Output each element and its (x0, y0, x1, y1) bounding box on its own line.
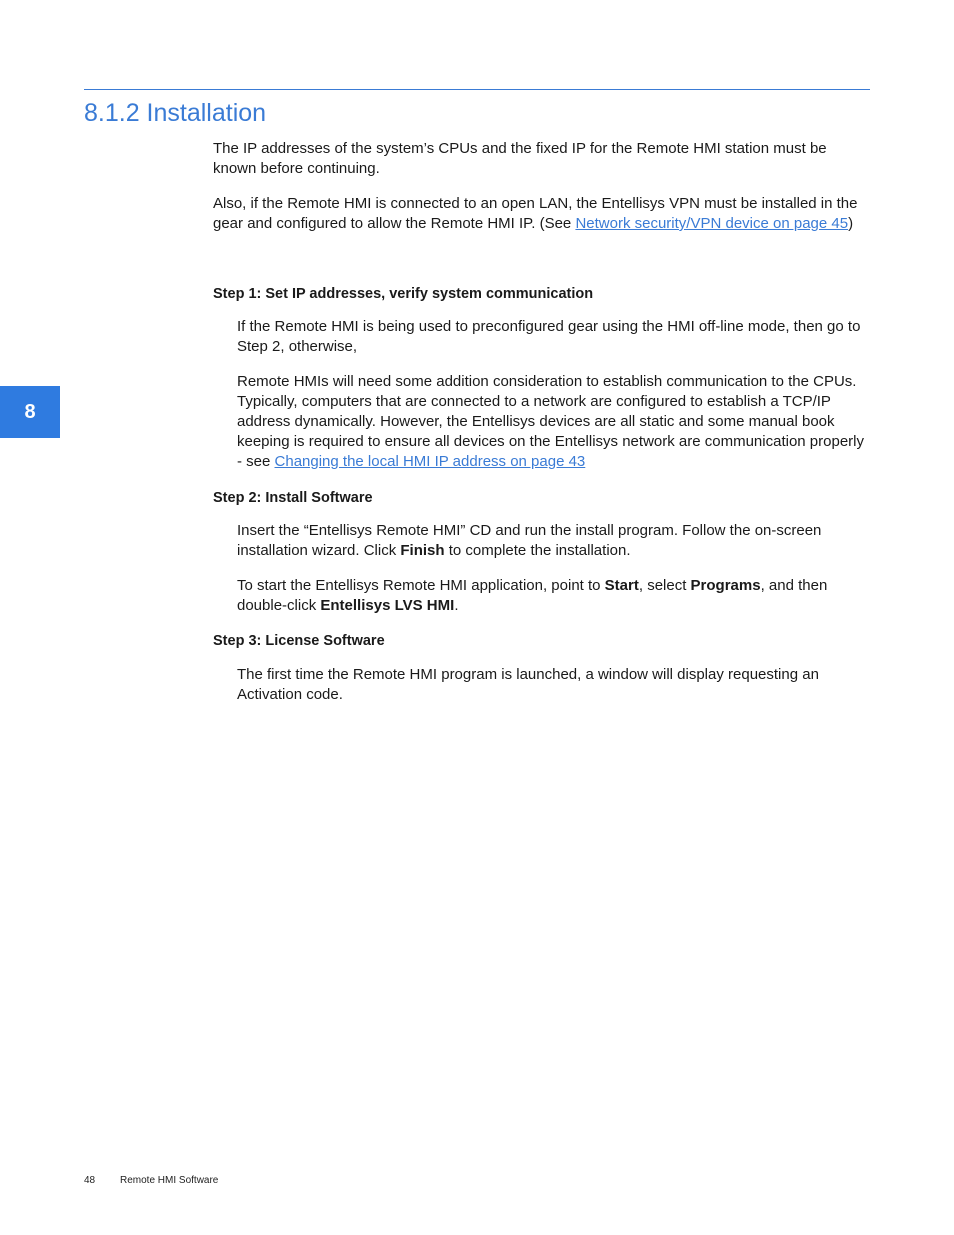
step2-heading: Step 2: Install Software (213, 490, 373, 506)
step2-p2-text-e: , and then double-click (237, 577, 828, 614)
step1-text: Remote HMIs will need some addition consideration to establish communication to the CPUs. Typically, computers that are connected to a network are configured to establish a TCP/IP address dynamically. However, the Entellisys devices are all static and some manual book keeping is required to ensure all devices on the Entellisys network are communication properly - see (237, 373, 864, 470)
change-ip-link[interactable]: Changing the local HMI IP address on page 43 (274, 453, 586, 470)
step2-p2-text-c: , select (638, 577, 691, 594)
step3-heading: Step 3: License Software (213, 633, 385, 649)
step1-heading: Step 1: Set IP addresses, verify system communication (213, 286, 594, 302)
footer-title: Remote HMI Software (120, 1175, 219, 1186)
step2-text-end: to complete the installation. (444, 542, 631, 559)
chapter-tab: 8 (0, 386, 60, 438)
step3-paragraph-1: The first time the Remote HMI program is launched, a window will display requesting an Activation code. (237, 666, 819, 703)
intro-text: Also, if the Remote HMI is connected to an open LAN, the Entellisys VPN must be installed in the gear and configured to allow the Remote HMI IP. (See (213, 195, 858, 232)
page-number: 48 (84, 1175, 96, 1186)
step2-paragraph-1 (237, 521, 869, 561)
step2-paragraph-2 (237, 576, 869, 616)
step2-p2-text-g: . (454, 597, 459, 614)
finish-term: Finish (400, 542, 445, 559)
step1-paragraph-1: If the Remote HMI is being used to preconfigured gear using the HMI off-line mode, then go to Step 2, otherwise, (237, 318, 861, 355)
step2-text: Insert the “Entellisys Remote HMI” CD and run the install program. Follow the on-screen installation wizard. Click (237, 522, 822, 559)
network-security-link[interactable]: Network security/VPN device on page 45 (575, 215, 849, 232)
programs-term: Programs (690, 577, 761, 594)
start-term: Start (604, 577, 639, 594)
intro-text-end: ) (848, 215, 854, 232)
header-rule (84, 89, 870, 90)
section-title: 8.1.2 Installation (84, 99, 267, 127)
step2-p2-text-a: To start the Entellisys Remote HMI application, point to (237, 577, 605, 594)
intro-paragraph-1: The IP addresses of the system’s CPUs and the fixed IP for the Remote HMI station must be known before continuing. (213, 140, 827, 177)
intro-paragraph-2 (213, 194, 873, 234)
step1-paragraph-2 (237, 372, 869, 472)
lvs-hmi-term: Entellisys LVS HMI (320, 597, 455, 614)
